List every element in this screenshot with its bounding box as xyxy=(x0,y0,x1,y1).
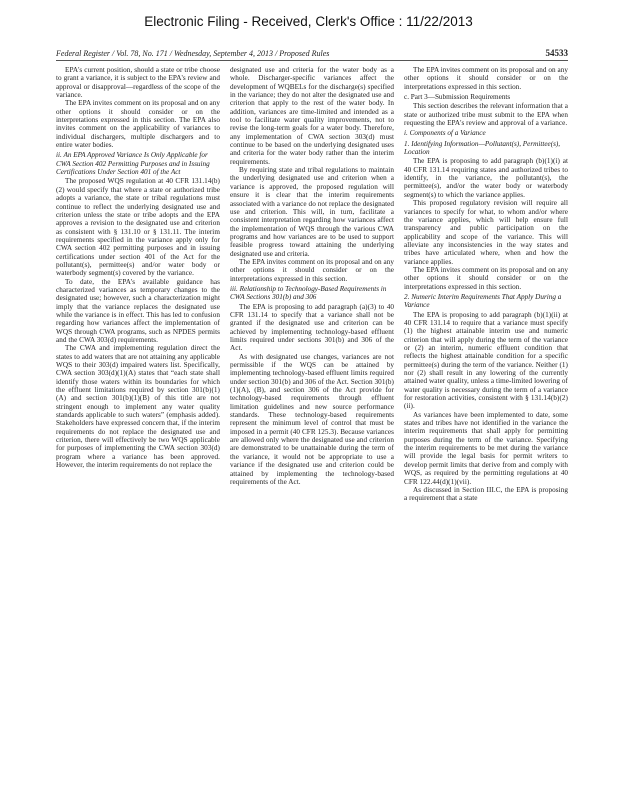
running-head xyxy=(56,48,568,61)
body-paragraph: The proposed WQS regulation at 40 CFR 131.14(b)(2) would specify that where a state or authorized tribe adopts a variance, the state or tribal regulations must continue to reflect the underlying designated use and criterion unless the state or tribe adopts and the EPA approves a revision to the designated use and criterion as consistent with § 131.10 or § 131.11. The interim requirements specified in the variance apply only for CWA section 402 permitting purposes and in issuing certifications under section 401 of the Act for the pollutant(s), permittee(s) and/or water body or waterbody segment(s) covered by the variance. xyxy=(56,177,220,278)
section-heading: iii. Relationship to Technology-Based Requirements in CWA Sections 301(b) and 306 xyxy=(230,284,387,302)
body-paragraph: The EPA invites comment on its proposal and on any other options it should consider or on the interpretations expressed in this section. The EPA also invites comment on the applicability of variances to individual dischargers, multiple dischargers and to entire water bodies. xyxy=(56,99,220,150)
filing-stamp: Electronic Filing - Received, Clerk's Office : 11/22/2013 xyxy=(144,14,473,29)
column-1 xyxy=(56,66,220,766)
body-paragraph: As with designated use changes, variances are not permissible if the WQS can be attained by implementing technology-based effluent limits required under section 301(b) and 306 of the Act. Section 301(b)(1)(A), (B), and section 306 of the Act provide for technology-based requirements through effluent limitation guidelines and new source performance standards. These technology-based requirements represent the minimum level of control that must be imposed in a permit (40 CFR 125.3). Because variances are allowed only where the designated use and criterion are demonstrated to be unattainable during the term of the variance, it would not be appropriate to use a variance if the designated use and criterion could be attained by implementing the technology-based requirements of the Act. xyxy=(230,352,394,486)
body-paragraph: The EPA is proposing to add paragraph (a)(3) to 40 CFR 131.14 to specify that a variance shall not be granted if the designated use and criterion can be achieved by implementing technology-based effluent limits required under sections 301(b) and 306 of the Act. xyxy=(230,302,394,353)
body-paragraph: This proposed regulatory revision will require all variances to specify for what, to whom and/or where the variance applies, which will help ensure full transparency and public participation on the applicability and scope of the variance. This will alleviate any inconsistencies in the way states and tribes have articulated where, when and how the variance applies. xyxy=(404,199,568,266)
body-paragraph: The EPA invites comment on its proposal and on any other options it should consider or on the interpretations expressed in this section. xyxy=(230,257,394,283)
body-paragraph: The EPA invites comment on its proposal and on any other options it should consider or on the interpretations expressed in this section. xyxy=(404,66,568,91)
body-paragraph: This section describes the relevant information that a state or authorized tribe must submit to the EPA when requesting the EPA's review and approval of a variance. xyxy=(404,102,568,128)
section-heading: 1. Identifying Information—Pollutant(s), Permittee(s), Location xyxy=(404,139,561,157)
running-head-text: Federal Register / Vol. 78, No. 171 / Wednesday, September 4, 2013 / Proposed Rules xyxy=(56,49,330,58)
body-paragraph: The CWA and implementing regulation direct the states to add waters that are not attaining any applicable WQS to their 303(d) impaired waters list. Specifically, CWA section 303(d)(1)(A) states that “each state shall identify those waters within its boundaries for which the effluent limitations required by section 301(b)(1)(A) and section 301(b)(1)(B) of this title are not stringent enough to implement any water quality standards applicable to such waters” (emphasis added). Stakeholders have expressed concern that, if the interim requirements do not replace the designated use and criterion, there will effectively be two WQS applicable for purposes of implementing the CWA section 303(d) program where a variance has been approved. However, the interim requirements do not replace the xyxy=(56,344,220,470)
body-paragraph: The EPA is proposing to add paragraph (b)(1)(ii) at 40 CFR 131.14 to require that a variance must specify (1) the highest attainable interim use and numeric criterion that will apply during the term of the variance or (2) an interim, numeric effluent condition that reflects the highest attainable condition for a specific permittee(s) during the term of the variance. Neither (1) nor (2) shall result in any lowering of the currently attained water quality, unless a time-limited lowering of water quality is necessary during the term of a variance for restoration activities, consistent with § 131.14(b)(2)(ii). xyxy=(404,310,568,411)
body-paragraph: The EPA invites comment on its proposal and on any other options it should consider or on the interpretations expressed in this section. xyxy=(404,265,568,291)
section-heading: ii. An EPA Approved Variance Is Only Applicable for CWA Section 402 Permitting Purposes and in Issuing Certifications Under Section 401 of the Act xyxy=(56,151,210,177)
body-paragraph: As discussed in Section III.C, the EPA is proposing a requirement that a state xyxy=(404,485,568,503)
body-paragraph: The EPA is proposing to add paragraph (b)(1)(i) at 40 CFR 131.14 requiring states and authorized tribes to identify, in the variance, the pollutant(s), the permittee(s), and/or the water body or waterbody segment(s) to which the variance applies. xyxy=(404,157,568,199)
column-2 xyxy=(230,66,394,766)
text-columns xyxy=(56,66,568,766)
body-paragraph: By requiring state and tribal regulations to maintain the underlying designated use and criterion when a variance is approved, the proposed regulation will ensure it is clear that the interim requirements associated with a variance do not replace the designated use and criterion. This will, in turn, facilitate a consistent interpretation regarding how variances affect the implementation of WQS through the various CWA programs and how variances are to be used to support feasible progress toward attaining the underlying designated use and criteria. xyxy=(230,166,394,258)
section-heading: c. Part 3—Submission Requirements xyxy=(404,93,511,102)
body-paragraph: EPA's current position, should a state or tribe choose to grant a variance, it is subject to the EPA's review and approval or disapproval—regardless of the scope of the variance. xyxy=(56,66,220,100)
body-paragraph: To date, the EPA's available guidance has characterized variances as temporary changes to the designated use; however, such a characterization might imply that the variance replaces the designated use while the variance is in effect. This has led to confusion regarding how variances affect the implementation of WQS through CWA programs, such as NPDES permits and the CWA 303(d) requirements. xyxy=(56,277,220,344)
section-heading: i. Components of a Variance xyxy=(404,129,486,138)
column-3 xyxy=(404,66,568,766)
body-paragraph: As variances have been implemented to date, some states and tribes have not identified in the variance the interim requirements that shall apply for permitting purposes during the term of the variance. Specifying the interim requirements to be met during the variance will provide the legal basis for permit writers to develop permit limits that derive from and comply with WQS, as required by the permitting regulations at 40 CFR 122.44(d)(1)(vii). xyxy=(404,410,568,486)
page-number: 54533 xyxy=(545,48,568,58)
body-paragraph: designated use and criteria for the water body as a whole. Discharger-specific variances affect the development of WQBELs for the discharge(s) specified in the variance; they do not alter the designated use and criterion that apply to the rest of the water body. In addition, variances are time-limited and intended as a tool to facilitate water quality improvements, not to revise the long-term goals for a water body. Therefore, any implementation of CWA section 303(d) must continue to be based on the underlying designated uses and criteria for the water body rather than the interim requirements. xyxy=(230,66,394,166)
section-heading: 2. Numeric Interim Requirements That Apply During a Variance xyxy=(404,292,562,310)
